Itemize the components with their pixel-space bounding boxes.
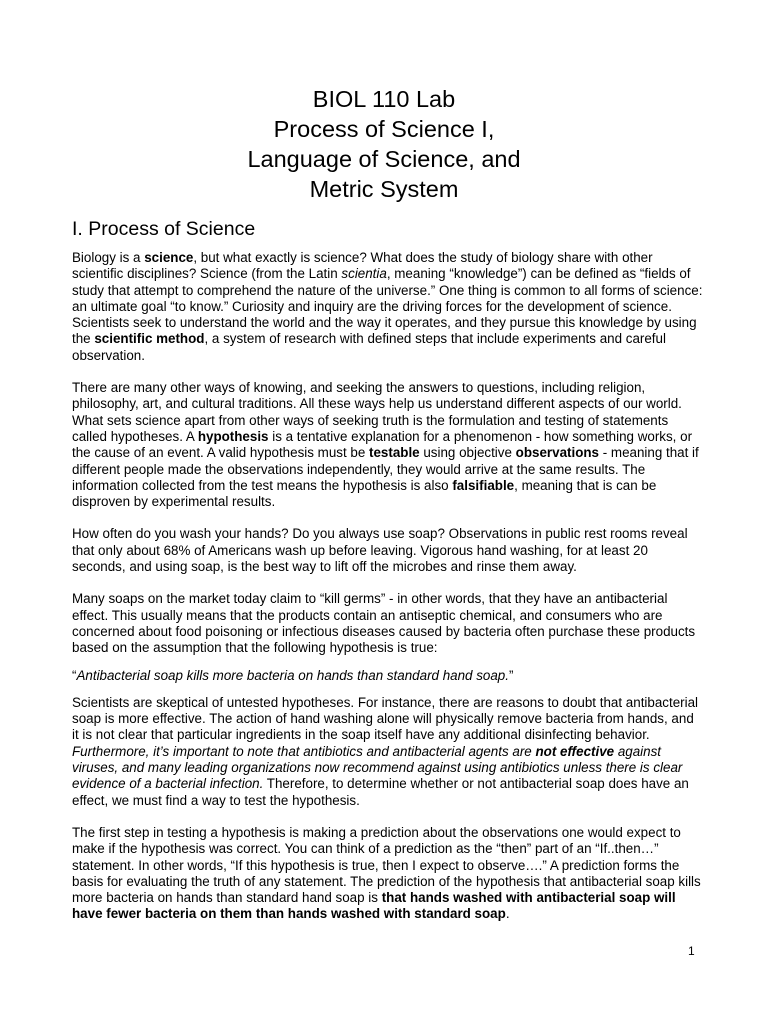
title-line: BIOL 110 Lab <box>312 86 456 112</box>
text-run: “ <box>72 667 77 683</box>
document-title <box>0 84 768 204</box>
text-run: using objective <box>419 445 516 461</box>
title-line: Metric System <box>309 176 459 202</box>
text-run: that hands washed with antibacterial soap will have fewer bacteria on them than hands washed with standard soap <box>72 890 676 922</box>
text-run: science <box>144 250 194 265</box>
paragraph <box>72 668 704 684</box>
paragraph <box>72 250 704 364</box>
title-line: Process of Science I, <box>273 116 495 142</box>
text-run: , meaning “knowledge”) can be defined as “fields of study that attempt to comprehend the nature of the universe.” One thing is common to all forms of science: an ultimate goal “to know.” Curiosity and inquiry are the driving forces for the development of science. Scientists seek to understand the world and the way it operates, and they pursue this knowledge by using the <box>72 266 703 347</box>
text-run: There are many other ways of knowing, and seeking the answers to questions, including religion, philosophy, art, and cultural traditions. All these ways help us understand different aspects of our world. What sets science apart from other ways of seeking truth is the formulation and testing of statements called hypotheses. A <box>72 380 682 444</box>
section-heading: I. Process of Science <box>72 218 256 240</box>
paragraph <box>72 695 704 809</box>
text-run: Many soaps on the market today claim to “kill germs” - in other words, that they have an antibacterial effect. This usually means that the products contain an antiseptic chemical, and consumers who are concerned about food poisoning or infectious diseases caused by bacteria often purchase these products based on the assumption that the following hypothesis is true: <box>72 591 696 656</box>
text-run: not effective <box>535 743 615 759</box>
text-run: The first step in testing a hypothesis is making a prediction about the observations one would expect to make if the hypothesis was correct. You can think of a prediction as the “then” part of an “If..then…” statement. In other words, “If this hypothesis is true, then I expect to observe….” A prediction forms the basis for evaluating the truth of any statement. The prediction of the hypothesis that antibacterial soap kills more bacteria on hands than standard hand soap is <box>72 824 701 906</box>
text-run: , but what exactly is science? What does the study of biology share with other scientific disciplines? Science (from the Latin <box>72 250 653 282</box>
text-run: ” <box>508 667 514 683</box>
text-run: . <box>505 906 510 922</box>
paragraph <box>72 526 704 575</box>
text-run: Therefore, to determine whether or not antibacterial soap does have an effect, we must find a way to test the hypothesis. <box>72 776 689 808</box>
text-run: testable <box>369 445 420 461</box>
page-number: 1 <box>688 944 695 958</box>
text-run: scientia <box>341 266 387 282</box>
text-run: against viruses, and many leading organizations now recommend against using antibiotics unless there is clear evidence of a bacterial infection. <box>72 743 683 792</box>
text-run: scientific method <box>94 331 205 347</box>
text-run: Biology is a <box>72 250 145 265</box>
paragraph <box>72 591 704 656</box>
text-run: falsifiable <box>452 477 515 493</box>
text-run: Scientists are skeptical of untested hypotheses. For instance, there are reasons to doubt that antibacterial soap is more effective. The action of hand washing alone will physically remove bacteria from hands, and it is not clear that particular ingredients in the soap itself have any additional disinfecting behavior. <box>72 694 698 743</box>
paragraph <box>72 380 704 510</box>
text-run: - meaning that if different people made the observations independently, they would arrive at the same results. The information collected from the test means the hypothesis is also <box>72 445 699 493</box>
paragraph <box>72 825 704 923</box>
text-run: Antibacterial soap kills more bacteria on hands than standard hand soap. <box>76 667 509 683</box>
title-line: Language of Science, and <box>247 146 521 172</box>
text-run: , meaning that is can be disproven by experimental results. <box>72 477 657 510</box>
text-run: Furthermore, it’s important to note that antibiotics and antibacterial agents are <box>72 743 536 759</box>
text-run: observations <box>515 445 600 461</box>
text-run: hypothesis <box>197 428 269 444</box>
text-run: How often do you wash your hands? Do you always use soap? Observations in public rest rooms reveal that only about 68% of Americans wash up before leaving. Vigorous hand washing, for at least 20 seconds, and using soap, is the best way to lift off the microbes and rinse them away. <box>72 526 688 575</box>
text-run: is a tentative explanation for a phenomenon - how something works, or the cause of an event. A valid hypothesis must be <box>72 428 693 461</box>
text-run: , a system of research with defined steps that include experiments and careful observation. <box>72 331 666 363</box>
body-text <box>72 250 704 939</box>
